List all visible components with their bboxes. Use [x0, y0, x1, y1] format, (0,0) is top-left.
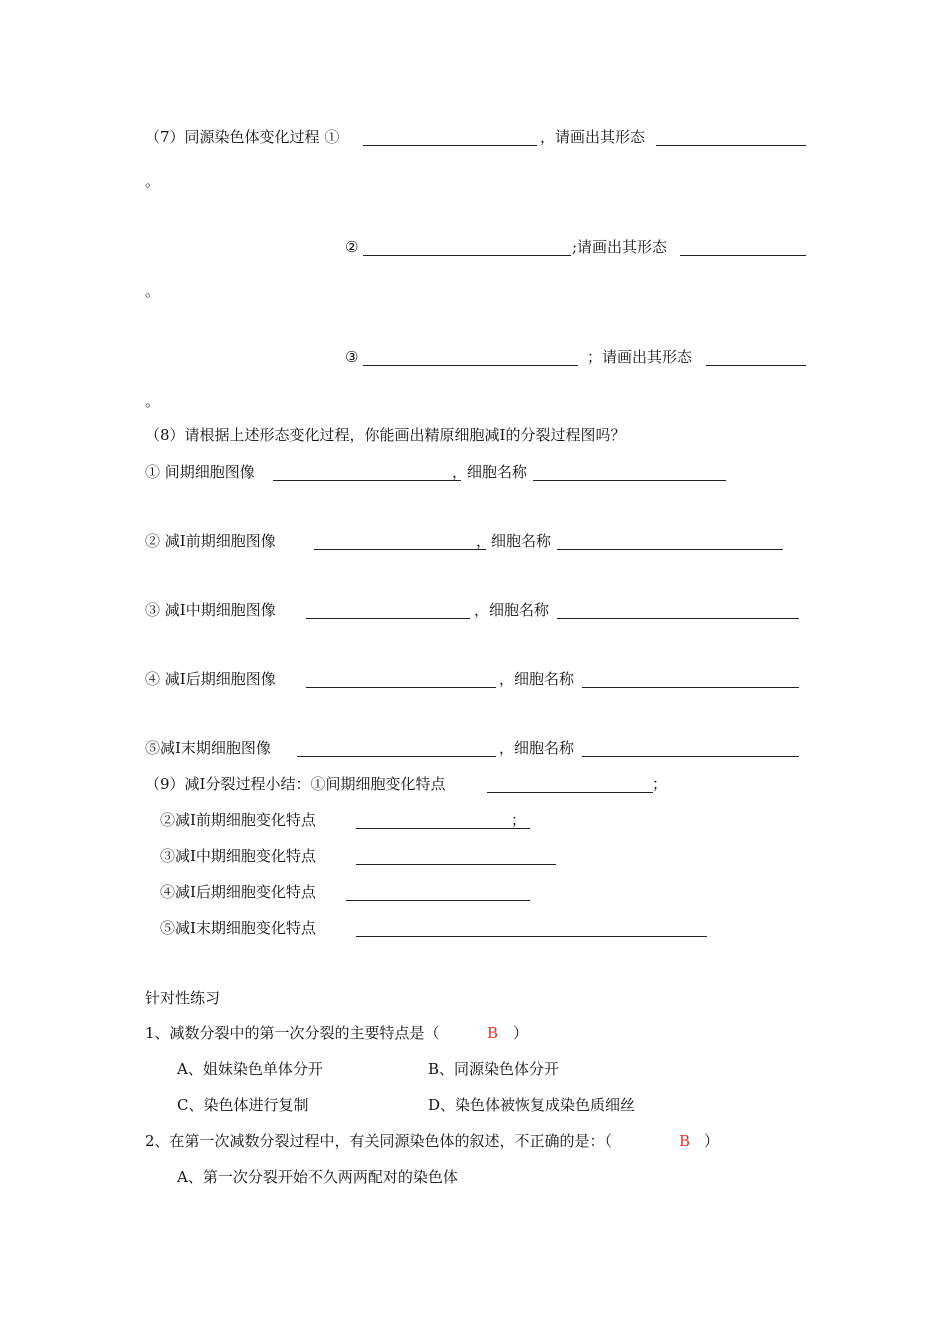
q7-period-1: 。 — [145, 172, 161, 190]
practice-q2-option-a: A、第一次分裂开始不久两两配对的染色体 — [177, 1168, 458, 1186]
practice-q1-stem: 1、减数分裂中的第一次分裂的主要特点是（ — [145, 1024, 440, 1042]
q7-blank-2[interactable] — [363, 255, 571, 256]
q8-row-1-sep: ，细胞名称 — [452, 463, 528, 481]
practice-q2-answer: B — [679, 1132, 691, 1150]
q7-blank-3[interactable] — [363, 365, 578, 366]
q9-row-3-blank[interactable] — [356, 864, 556, 865]
q8-prompt: （8）请根据上述形态变化过程，你能画出精原细胞减Ⅰ的分裂过程图吗？ — [145, 426, 626, 444]
q9-row-4-blank[interactable] — [346, 900, 530, 901]
q9-end-mark-2: ； — [511, 811, 527, 829]
q7-mark-2: ② — [345, 238, 359, 256]
practice-heading: 针对性练习 — [145, 989, 221, 1007]
q9-prompt: （9）减Ⅰ分裂过程小结：①间期细胞变化特点 — [145, 775, 446, 793]
q9-row-3-label: ③减Ⅰ中期细胞变化特点 — [160, 847, 316, 865]
q8-row-4-label: ④ 减Ⅰ后期细胞图像 — [145, 670, 276, 688]
practice-q2-stem: 2、在第一次减数分裂过程中，有关同源染色体的叙述，不正确的是：（ — [145, 1132, 613, 1150]
q8-row-1-name-blank[interactable] — [533, 480, 726, 481]
q8-row-4-sep: ，细胞名称 — [499, 670, 575, 688]
q8-row-2-label: ② 减Ⅰ前期细胞图像 — [145, 532, 276, 550]
q8-row-3-label: ③ 减Ⅰ中期细胞图像 — [145, 601, 276, 619]
q7-draw-prompt-2: ;请画出其形态 — [572, 238, 668, 256]
q7-draw-prompt-1: ，请画出其形态 — [540, 128, 646, 146]
q7-draw-blank-2[interactable] — [680, 255, 806, 256]
practice-q2-close: ） — [704, 1132, 720, 1150]
q9-blank-1[interactable] — [487, 792, 653, 793]
practice-q1-option-a: A、姐妹染色单体分开 — [177, 1060, 323, 1078]
q7-period-2: 。 — [145, 282, 161, 300]
q9-row-5-blank[interactable] — [356, 936, 707, 937]
q7-mark-3: ③ — [345, 348, 359, 366]
q8-row-5-image-blank[interactable] — [297, 756, 496, 757]
q9-row-2-label: ②减Ⅰ前期细胞变化特点 — [160, 811, 316, 829]
q7-period-3: 。 — [145, 392, 161, 410]
q8-row-2-name-blank[interactable] — [557, 549, 783, 550]
q8-row-5-sep: ，细胞名称 — [499, 739, 575, 757]
q7-intro: （7）同源染色体变化过程 ① — [145, 128, 340, 146]
q9-end-mark-1: ； — [652, 775, 668, 793]
practice-q1-option-d: D、染色体被恢复成染色质细丝 — [428, 1096, 636, 1114]
q7-blank-1[interactable] — [363, 145, 537, 146]
q8-row-2-sep: ，细胞名称 — [476, 532, 552, 550]
q7-draw-prompt-3: ；请画出其形态 — [587, 348, 693, 366]
q7-draw-blank-1[interactable] — [656, 145, 806, 146]
q7-draw-blank-3[interactable] — [706, 365, 806, 366]
practice-q1-option-b: B、同源染色体分开 — [428, 1060, 560, 1078]
q8-row-5-label: ⑤减Ⅰ末期细胞图像 — [145, 739, 271, 757]
practice-q1-answer: B — [487, 1024, 499, 1042]
q8-row-4-name-blank[interactable] — [582, 687, 799, 688]
practice-q1-option-c: C、染色体进行复制 — [177, 1096, 309, 1114]
q8-row-4-image-blank[interactable] — [306, 687, 496, 688]
q9-row-5-label: ⑤减Ⅰ末期细胞变化特点 — [160, 919, 316, 937]
q8-row-2-image-blank[interactable] — [314, 549, 486, 550]
q9-row-4-label: ④减Ⅰ后期细胞变化特点 — [160, 883, 316, 901]
q8-row-1-image-blank[interactable] — [273, 480, 461, 481]
q8-row-3-image-blank[interactable] — [306, 618, 470, 619]
q8-row-3-sep: ，细胞名称 — [474, 601, 550, 619]
q9-row-2-blank[interactable] — [356, 828, 530, 829]
practice-q1-close: ） — [513, 1024, 529, 1042]
q8-row-3-name-blank[interactable] — [557, 618, 799, 619]
q8-row-5-name-blank[interactable] — [582, 756, 799, 757]
q8-row-1-label: ① 间期细胞图像 — [145, 463, 255, 481]
